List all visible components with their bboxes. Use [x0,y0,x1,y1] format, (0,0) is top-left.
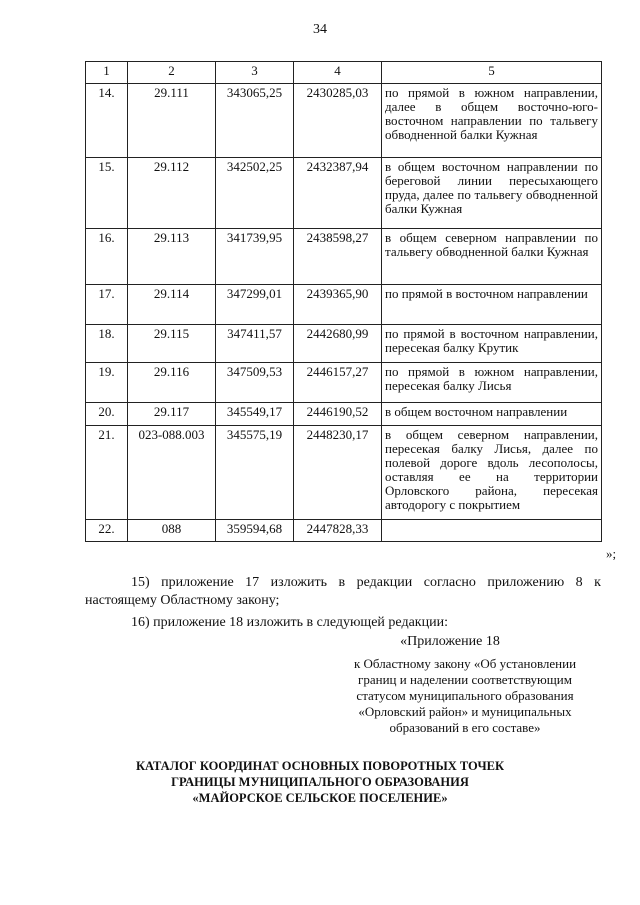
point-id: 29.112 [128,158,216,229]
y-coordinate: 2448230,17 [294,426,382,520]
y-coordinate: 2446190,52 [294,403,382,426]
direction-description: по прямой в южном направлении, далее в общем восточно-юго-восточном направлении по тальвегу обводненной балки Кужная [382,84,602,158]
table-header-row [86,62,602,84]
point-id: 29.116 [128,363,216,403]
point-id: 088 [128,520,216,542]
y-coordinate: 2439365,90 [294,285,382,325]
paragraph-15: 15) приложение 17 изложить в редакции согласно приложению 8 к настоящему Областному закону; [85,575,601,608]
y-coordinate: 2446157,27 [294,363,382,403]
point-id: 29.111 [128,84,216,158]
row-number: 22. [86,520,128,542]
table-row [86,403,602,426]
y-coordinate: 2438598,27 [294,229,382,285]
direction-description [382,520,602,542]
annex-title: «Приложение 18 [400,634,500,649]
x-coordinate: 342502,25 [216,158,294,229]
table-row [86,363,602,403]
point-id: 29.117 [128,403,216,426]
row-number: 16. [86,229,128,285]
table-row [86,229,602,285]
x-coordinate: 347509,53 [216,363,294,403]
row-number: 18. [86,325,128,363]
annex-caption-line: образований в его составе» [389,720,541,735]
table-row [86,84,602,158]
x-coordinate: 359594,68 [216,520,294,542]
row-number: 14. [86,84,128,158]
direction-description: по прямой в восточном направлении, пересекая балку Крутик [382,325,602,363]
direction-description: по прямой в восточном направлении [382,285,602,325]
point-id: 023-088.003 [128,426,216,520]
row-number: 19. [86,363,128,403]
x-coordinate: 341739,95 [216,229,294,285]
annex-caption-line: к Областному закону «Об установлении [353,656,577,671]
row-number: 15. [86,158,128,229]
row-number: 20. [86,403,128,426]
row-number: 17. [86,285,128,325]
table-closing-quote: »; [606,546,617,561]
direction-description: в общем восточном направлении [382,403,602,426]
y-coordinate: 2430285,03 [294,84,382,158]
table-row [86,325,602,363]
annex-caption-line: границ и наделении соответствующим [358,672,572,687]
annex-caption-line: «Орловский район» и муниципальных [358,704,572,719]
direction-description: по прямой в южном направлении, пересекая балку Лисья [382,363,602,403]
x-coordinate: 345549,17 [216,403,294,426]
x-coordinate: 347411,57 [216,325,294,363]
direction-description: в общем северном направлении по тальвегу обводненной балки Кужная [382,229,602,285]
x-coordinate: 345575,19 [216,426,294,520]
x-coordinate: 343065,25 [216,84,294,158]
paragraph-16: 16) приложение 18 изложить в следующей редакции: [131,615,448,630]
catalog-heading-line: ГРАНИЦЫ МУНИЦИПАЛЬНОГО ОБРАЗОВАНИЯ [171,775,469,789]
table-row [86,285,602,325]
y-coordinate: 2432387,94 [294,158,382,229]
column-header: 1 [86,62,128,84]
catalog-heading-line: КАТАЛОГ КООРДИНАТ ОСНОВНЫХ ПОВОРОТНЫХ ТОЧЕК [135,759,505,773]
point-id: 29.115 [128,325,216,363]
point-id: 29.114 [128,285,216,325]
column-header: 4 [294,62,382,84]
catalog-heading-line: «МАЙОРСКОЕ СЕЛЬСКОЕ ПОСЕЛЕНИЕ» [192,791,448,805]
direction-description: в общем северном направлении, пересекая балку Лисья, далее по полевой дороге вдоль лесополосы, оставляя ее на территории Орловского района, пересекая автодорогу с покрытием [382,426,602,520]
catalog-heading [0,758,640,806]
column-header: 5 [382,62,602,84]
column-header: 2 [128,62,216,84]
y-coordinate: 2442680,99 [294,325,382,363]
coordinates-table [85,61,602,542]
row-number: 21. [86,426,128,520]
table-row [86,426,602,520]
annex-caption-line: статусом муниципального образования [356,688,574,703]
x-coordinate: 347299,01 [216,285,294,325]
direction-description: в общем восточном направлении по береговой линии пересыхающего пруда, далее по тальвегу обводненной балки Кужная [382,158,602,229]
table-row [86,158,602,229]
y-coordinate: 2447828,33 [294,520,382,542]
page-number: 34 [313,22,327,37]
column-header: 3 [216,62,294,84]
table-row [86,520,602,542]
point-id: 29.113 [128,229,216,285]
